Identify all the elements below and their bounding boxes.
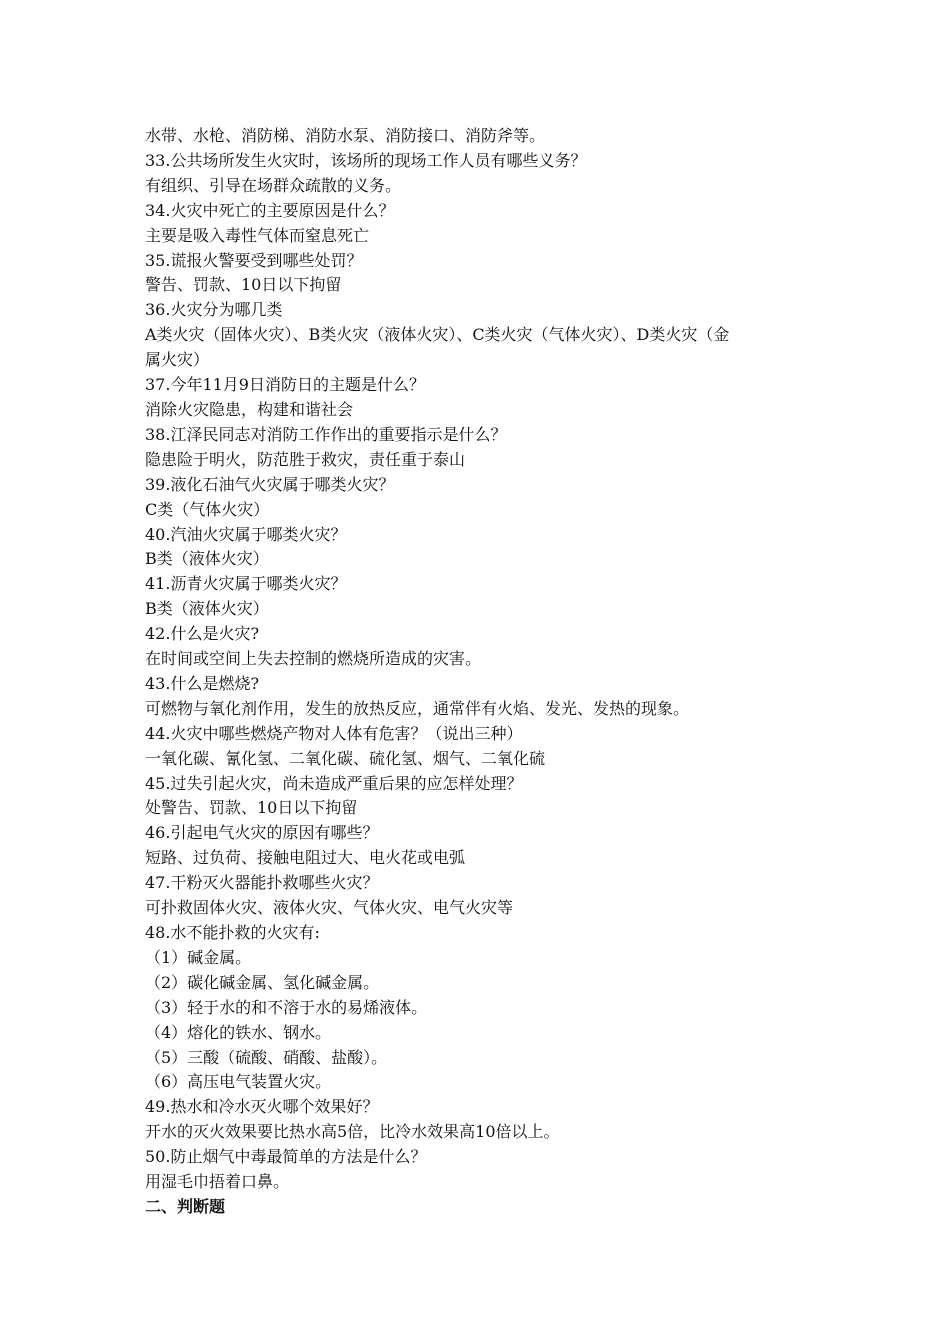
answer-48-item-4: （4）熔化的铁水、钢水。 [145,1022,332,1042]
question-34: 34.火灾中死亡的主要原因是什么？ [145,200,395,220]
answer-48-item-3: （3）轻于水的和不溶于水的易烯液体。 [145,997,428,1017]
question-33: 33.公共场所发生火灾时，该场所的现场工作人员有哪些义务？ [145,150,587,170]
answer-45: 处警告、罚款、10日以下拘留 [145,798,358,818]
answer-33: 有组织、引导在场群众疏散的义务。 [145,175,402,195]
question-37: 37.今年11月9日消防日的主题是什么？ [145,375,425,395]
answer-46: 短路、过负荷、接触电阻过大、电火花或电弧 [145,848,466,868]
question-40: 40.汽油火灾属于哪类火灾？ [145,524,347,544]
answer-36-cont: 属火灾） [145,350,210,370]
answer-39: C类（气体火灾） [145,499,270,519]
answer-42: 在时间或空间上失去控制的燃烧所造成的灾害。 [145,649,482,669]
answer-50: 用湿毛巾捂着口鼻。 [145,1172,290,1192]
question-43: 43.什么是燃烧? [145,673,260,693]
answer-48-item-5: （5）三酸（硫酸、硝酸、盐酸）。 [145,1047,388,1067]
answer-41: B类（液体火灾） [145,599,269,619]
answer-35: 警告、罚款、10日以下拘留 [145,275,342,295]
question-35: 35.谎报火警要受到哪些处罚？ [145,250,363,270]
question-48: 48.水不能扑救的火灾有: [145,923,320,942]
answer-48-item-1: （1）碱金属。 [145,947,252,967]
answer-37: 消除火灾隐患，构建和谐社会 [145,399,354,419]
question-49: 49.热水和冷水灭火哪个效果好？ [145,1097,379,1117]
question-46: 46.引起电气火灾的原因有哪些？ [145,823,379,843]
question-36: 36.火灾分为哪几类 [145,300,283,320]
text-line: 水带、水枪、消防梯、消防水泵、消防接口、消防斧等。 [145,126,546,145]
answer-44: 一氧化碳、氰化氢、二氧化碳、硫化氢、烟气、二氧化硫 [145,748,546,768]
question-38: 38.江泽民同志对消防工作作出的重要指示是什么？ [145,424,507,444]
answer-40: B类（液体火灾） [145,549,269,569]
answer-34: 主要是吸入毒性气体而窒息死亡 [145,225,370,245]
question-50: 50.防止烟气中毒最简单的方法是什么？ [145,1147,427,1167]
answer-38: 隐患险于明火，防范胜于救灾，责任重于泰山 [145,449,466,469]
question-41: 41.沥青火灾属于哪类火灾？ [145,574,347,594]
section-heading: 二、判断题 [145,1196,226,1216]
document-body [145,124,825,1220]
question-45: 45.过失引起火灾，尚未造成严重后果的应怎样处理？ [145,773,523,793]
question-39: 39.液化石油气火灾属于哪类火灾？ [145,474,395,494]
question-44: 44.火灾中哪些燃烧产物对人体有危害？（说出三种） [145,723,523,743]
answer-36: A类火灾（固体火灾）、B类火灾（液体火灾）、C类火灾（气体火灾）、D类火灾（金 [145,325,730,345]
answer-48-item-6: （6）高压电气装置火灾。 [145,1072,332,1092]
answer-43: 可燃物与氧化剂作用，发生的放热反应，通常伴有火焰、发光、发热的现象。 [145,698,690,718]
answer-48-item-2: （2）碳化碱金属、氢化碱金属。 [145,972,380,992]
question-47: 47.干粉灭火器能扑救哪些火灾？ [145,873,379,893]
answer-49: 开水的灭火效果要比热水高5倍，比冷水效果高10倍以上。 [145,1122,560,1142]
question-42: 42.什么是火灾? [145,624,260,644]
answer-47: 可扑救固体火灾、液体火灾、气体火灾、电气火灾等 [145,898,514,918]
